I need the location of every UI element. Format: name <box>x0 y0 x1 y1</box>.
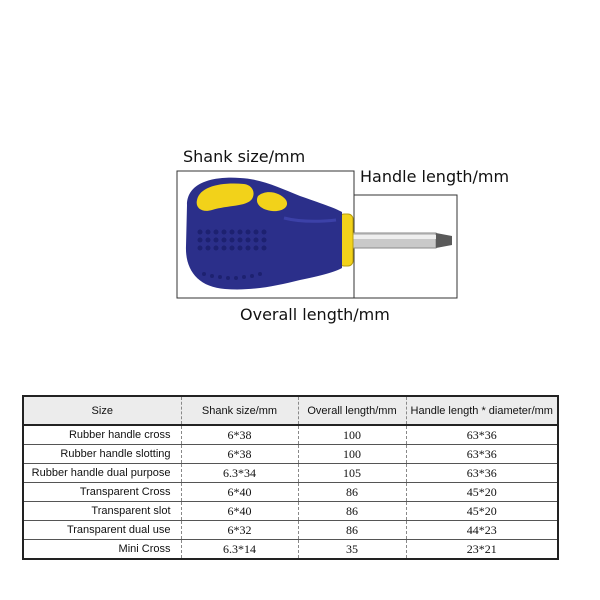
cell-shank: 6*38 <box>181 425 298 445</box>
cell-size: Transparent Cross <box>23 483 181 502</box>
cell-size: Rubber handle slotting <box>23 445 181 464</box>
cell-overall: 86 <box>298 502 406 521</box>
cell-shank: 6.3*34 <box>181 464 298 483</box>
shank-size-label: Shank size/mm <box>183 147 306 166</box>
table-row <box>23 483 558 502</box>
shaft-highlight <box>350 235 436 239</box>
cell-shank: 6*32 <box>181 521 298 540</box>
cell-handle: 45*20 <box>406 502 558 521</box>
header-size: Size <box>23 396 181 425</box>
cell-shank: 6*38 <box>181 445 298 464</box>
table-row <box>23 521 558 540</box>
handle-length-label: Handle length/mm <box>360 167 510 186</box>
table-row <box>23 445 558 464</box>
cell-overall: 100 <box>298 425 406 445</box>
cell-shank: 6.3*14 <box>181 540 298 560</box>
overall-length-label: Overall length/mm <box>240 305 390 324</box>
table-header-row <box>23 396 558 425</box>
table-row <box>23 425 558 445</box>
cell-handle: 23*21 <box>406 540 558 560</box>
size-spec-table <box>22 395 559 560</box>
header-overall-length: Overall length/mm <box>298 396 406 425</box>
screwdriver-tip <box>436 233 452 248</box>
cell-size: Transparent slot <box>23 502 181 521</box>
cell-shank: 6*40 <box>181 483 298 502</box>
table-row <box>23 540 558 560</box>
cell-overall: 86 <box>298 483 406 502</box>
table-row <box>23 464 558 483</box>
cell-shank: 6*40 <box>181 502 298 521</box>
header-shank-size: Shank size/mm <box>181 396 298 425</box>
header-handle-length-diameter: Handle length * diameter/mm <box>406 396 558 425</box>
cell-handle: 63*36 <box>406 445 558 464</box>
cell-size: Rubber handle cross <box>23 425 181 445</box>
cell-overall: 100 <box>298 445 406 464</box>
cell-handle: 63*36 <box>406 425 558 445</box>
cell-size: Rubber handle dual purpose <box>23 464 181 483</box>
cell-overall: 35 <box>298 540 406 560</box>
cell-handle: 45*20 <box>406 483 558 502</box>
cell-size: Mini Cross <box>118 543 171 555</box>
table-row <box>23 502 558 521</box>
cell-overall: 105 <box>298 464 406 483</box>
cell-handle: 63*36 <box>406 464 558 483</box>
cell-handle: 44*23 <box>406 521 558 540</box>
cell-overall: 86 <box>298 521 406 540</box>
cell-size: Transparent dual use <box>23 521 181 540</box>
